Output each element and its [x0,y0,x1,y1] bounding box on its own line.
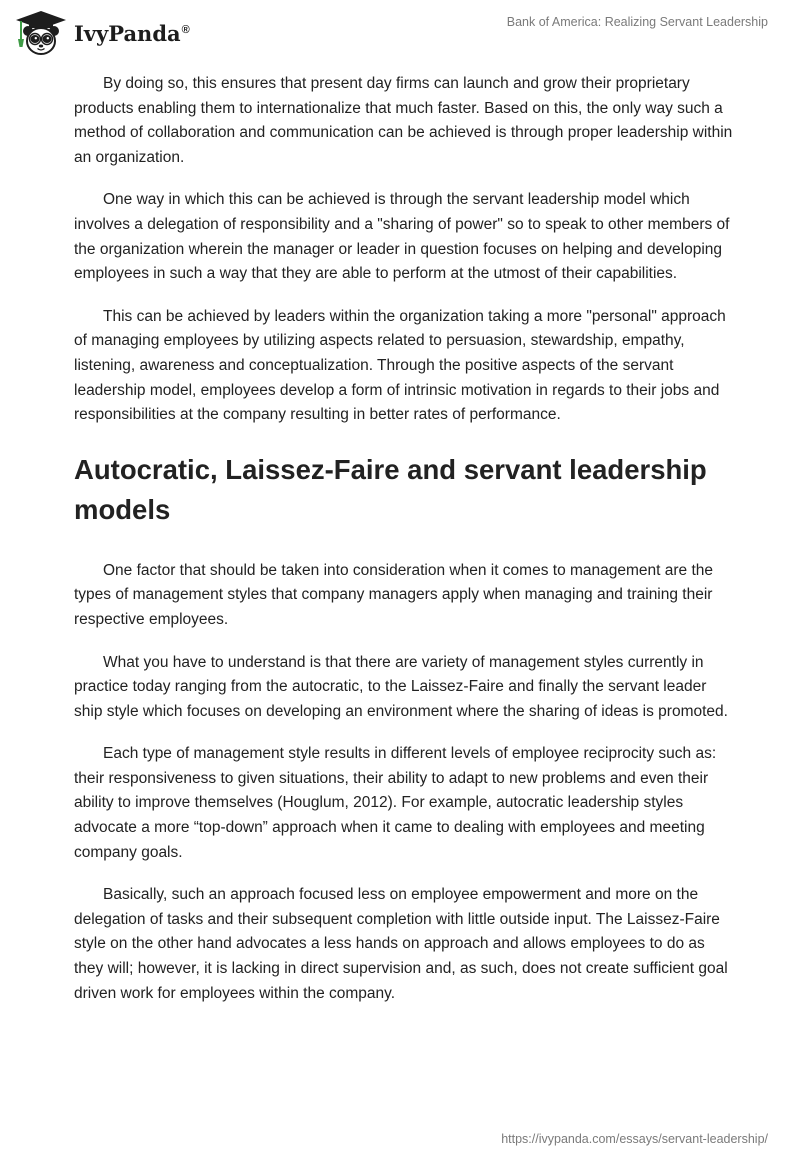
source-url[interactable]: https://ivypanda.com/essays/servant-leadership/ [501,1132,768,1146]
paragraph: One factor that should be taken into consideration when it comes to management are the types of management styles that company managers apply when managing and training their respective employees. [74,561,714,628]
paragraph: By doing so, this ensures that present day firms can launch and grow their proprietary products enabling them to internationalize that much faster. Based on this, the only way such a method of collaboration and communication can be achieved is through proper leadership within an organization. [74,75,733,166]
paragraph: One way in which this can be achieved is through the servant leadership model which involves a delegation of responsibility and a "sharing of power" so to speak to other members of the organization wherein the manager or leader in question focuses on helping and developing employees in such a way that they are able to perform at the utmost of their capabilities. [74,191,730,283]
panda-graduation-cap-icon [14,9,68,57]
ivypanda-logo[interactable] [14,8,190,58]
page-header [0,0,800,70]
section-heading: Autocratic, Laissez-Faire and servant leadership models [74,453,707,525]
paragraph: Basically, such an approach focused less on employee empowerment and more on the delegation of tasks and their subsequent completion with little outside input. The Laissez-Faire style on the other hand advocates a less hands on approach and allows employees to do as they will; however, it is lacking in direct supervision and, as such, does not create sufficient goal driven work for employees within the company. [74,886,728,1002]
brand-name: IvyPanda® [74,20,190,46]
paragraph: This can be achieved by leaders within the organization taking a more "personal" approach of managing employees by utilizing aspects related to persuasion, stewardship, empathy, listening, awareness and conceptualization. Through the positive aspects of the servant leadership model, employees develop a form of intrinsic motivation in regards to their jobs and responsibilities at the company resulting in better rates of performance. [74,307,726,424]
document-title: Bank of America: Realizing Servant Leadership [506,15,768,29]
article-body [74,72,734,1024]
paragraph: What you have to understand is that there are variety of management styles currently in practice today ranging from the autocratic, to the Laissez-Faire and finally the servant leader ship style which focuses on developing an environment where the sharing of ideas is promoted. [74,653,728,720]
paragraph: Each type of management style results in different levels of employee reciprocity such as: their responsiveness to given situations, their ability to adapt to new problems and even their ability to improve themselves (Houglum, 2012). For example, autocratic leadership styles advocate a more “top-down” approach when it came to dealing with employees and meeting company goals. [74,745,717,861]
